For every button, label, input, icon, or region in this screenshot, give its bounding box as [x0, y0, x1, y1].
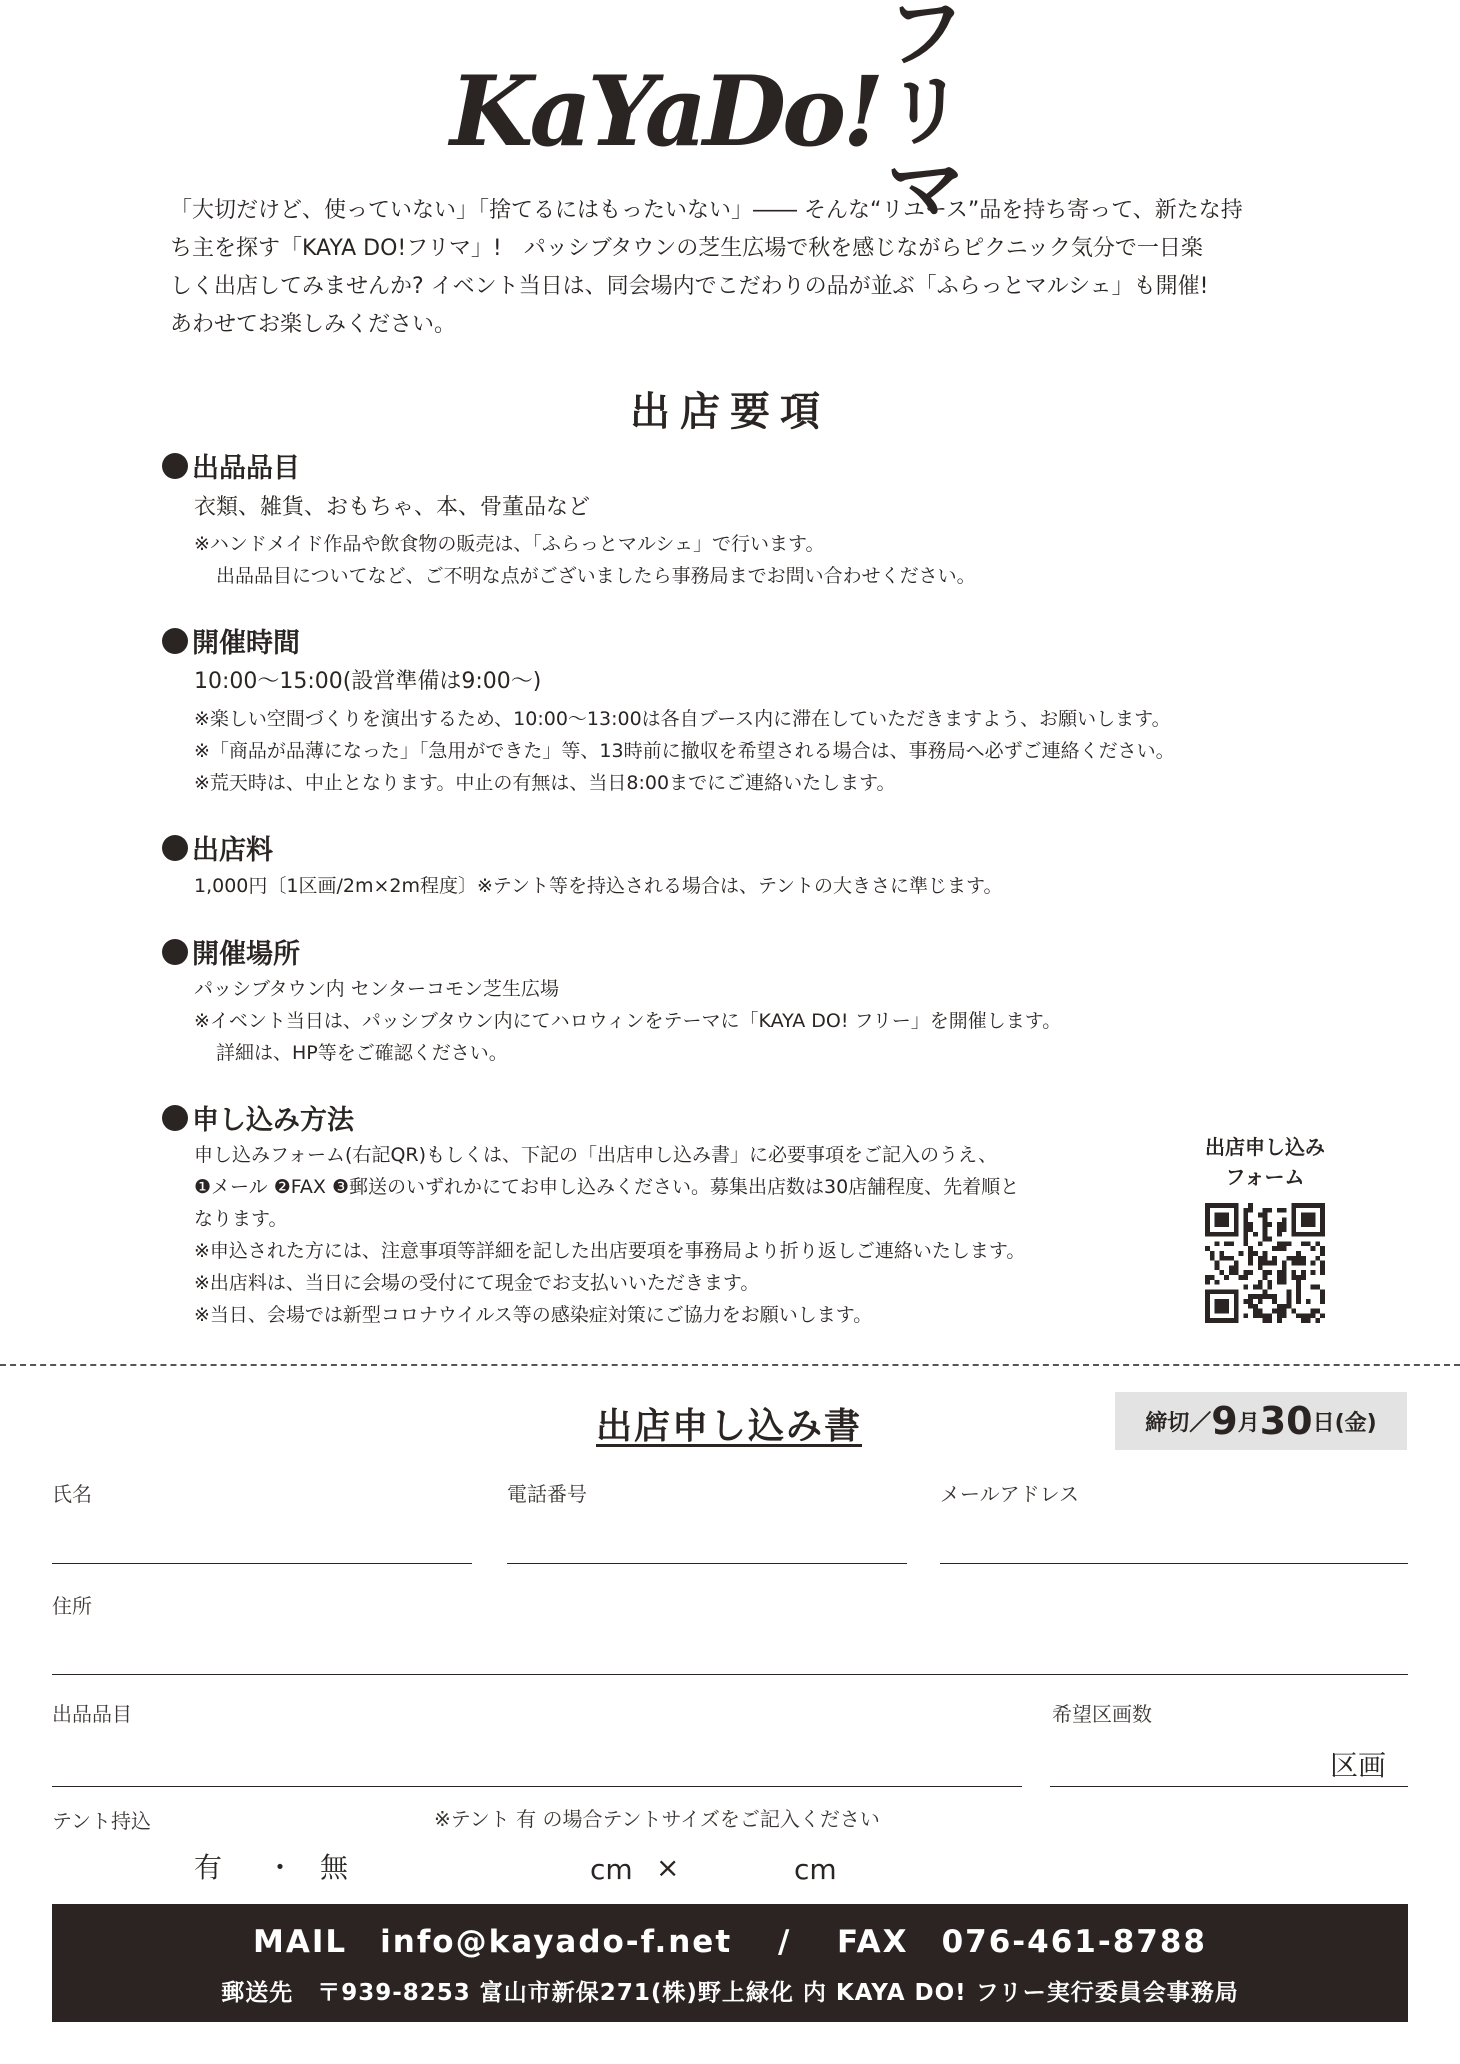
intro-line: しく出店してみませんか? イベント当日は、同会場内でこだわりの品が並ぶ「ふらっとマルシェ」も開催!	[170, 274, 1209, 299]
heading-text: 開催場所	[192, 939, 300, 970]
items-line: 衣類、雑貨、おもちゃ、本、骨董品など	[194, 495, 591, 520]
deadline-month: 9	[1211, 1399, 1238, 1443]
mailing-address: 郵送先 〒939-8253 富山市新保271(株)野上緑化 内 KAYA DO! フリー実行委員会事務局	[221, 1980, 1239, 2006]
deadline-day: 30	[1259, 1399, 1313, 1443]
section-title: 出店要項	[630, 389, 830, 435]
logo-main-text: KaYaDo!	[450, 55, 881, 168]
deadline-prefix: 締切／	[1145, 1410, 1212, 1436]
goods-label: 出品品目	[52, 1702, 132, 1726]
qr-label	[1180, 1132, 1350, 1192]
qr-label-line: フォーム	[1225, 1165, 1305, 1189]
bullet-dot-icon	[162, 1105, 188, 1131]
venue-line: パッシブタウン内 センターコモン芝生広場	[194, 978, 559, 1000]
bullet-dot-icon	[162, 628, 188, 654]
plots-field[interactable]	[1050, 1786, 1408, 1787]
heading-text: 出品品目	[192, 453, 300, 484]
email-field[interactable]	[940, 1563, 1408, 1564]
items-line: 出品品目についてなど、ご不明な点がございましたら事務局までお問い合わせください。	[216, 565, 976, 587]
deadline-weekday: (金)	[1334, 1410, 1377, 1436]
section-heading	[162, 828, 273, 867]
phone-label: 電話番号	[507, 1482, 587, 1506]
name-label: 氏名	[52, 1482, 92, 1506]
heading-text: 開催時間	[192, 628, 300, 659]
address-label: 住所	[52, 1594, 92, 1618]
section-items	[162, 446, 300, 485]
apply-line: ※当日、会場では新型コロナウイルス等の感染症対策にご協力をお願いします。	[194, 1304, 873, 1326]
apply-line: ※申込された方には、注意事項等詳細を記した出店要項を事務局より折り返しご連絡いたします。	[194, 1240, 1026, 1262]
bullet-dot-icon	[162, 835, 188, 861]
apply-line: ※出店料は、当日に会場の受付にて現金でお支払いいただきます。	[194, 1272, 760, 1294]
tent-yes-option[interactable]: 有	[194, 1851, 223, 1884]
tent-no-option[interactable]: 無	[320, 1851, 349, 1884]
plots-unit: 区画	[1330, 1749, 1387, 1782]
items-line: ※ハンドメイド作品や飲食物の販売は、「ふらっとマルシェ」で行います。	[194, 533, 825, 555]
address-field[interactable]	[52, 1674, 1408, 1675]
section-fee	[162, 828, 273, 867]
section-heading	[162, 621, 300, 660]
tent-size-unit-2: cm	[794, 1853, 837, 1886]
phone-field[interactable]	[507, 1563, 907, 1564]
section-apply	[162, 1098, 354, 1137]
email-label: メールアドレス	[940, 1482, 1079, 1506]
qr-label-line: 出店申し込み	[1205, 1135, 1325, 1159]
heading-text: 申し込み方法	[192, 1105, 354, 1136]
time-line: ※荒天時は、中止となります。中止の有無は、当日8:00までにご連絡いたします。	[194, 772, 896, 794]
section-heading	[162, 446, 300, 485]
qr-code-icon[interactable]	[1205, 1203, 1325, 1323]
tent-size-unit-1: cm	[590, 1853, 633, 1886]
name-field[interactable]	[52, 1563, 472, 1564]
section-venue	[162, 932, 300, 971]
contact-footer	[52, 1904, 1408, 2022]
time-line: ※楽しい空間づくりを演出するため、10:00〜13:00は各自ブース内に滞在していただきますよう、お願いします。	[194, 708, 1171, 730]
tent-note: ※テント 有 の場合テントサイズをご記入ください	[434, 1807, 880, 1831]
tent-size-times: ×	[656, 1851, 680, 1884]
deadline-day-unit: 日	[1312, 1410, 1335, 1436]
intro-line: 「大切だけど、使っていない」「捨てるにはもったいない」―― そんな“リユース”品を持ち寄って、新たな持	[170, 198, 1243, 223]
intro-paragraph	[170, 192, 1300, 344]
section-heading	[162, 932, 300, 971]
section-heading	[162, 1098, 354, 1137]
goods-field[interactable]	[52, 1786, 1022, 1787]
contact-line: MAIL info@kayado-f.net / FAX 076-461-8788	[253, 1924, 1207, 1960]
time-line: ※「商品が品薄になった」「急用ができた」等、13時前に撤収を希望される場合は、事務局へ必ずご連絡ください。	[194, 740, 1175, 762]
apply-line: ❶メール ❷FAX ❸郵送のいずれかにてお申し込みください。募集出店数は30店舗程度、先着順と	[194, 1176, 1020, 1198]
fee-line: 1,000円〔1区画/2m×2m程度〕※テント等を持込される場合は、テントの大きさに準じます。	[194, 875, 1003, 897]
tent-separator: ・	[266, 1851, 295, 1884]
plots-label: 希望区画数	[1052, 1702, 1152, 1726]
venue-line: 詳細は、HP等をご確認ください。	[216, 1042, 508, 1064]
bullet-dot-icon	[162, 939, 188, 965]
time-line: 10:00〜15:00(設営準備は9:00〜)	[194, 669, 542, 694]
heading-text: 出店料	[192, 835, 273, 866]
tent-label: テント持込	[52, 1809, 151, 1833]
cut-line-divider	[0, 1364, 1460, 1366]
apply-line: なります。	[194, 1208, 288, 1230]
deadline-badge	[1115, 1392, 1407, 1450]
intro-line: ち主を探す「KAYA DO!フリマ」! パッシブタウンの芝生広場で秋を感じながらピクニック気分で一日楽	[170, 236, 1203, 261]
deadline-month-unit: 月	[1237, 1410, 1260, 1436]
logo-sub-text: フリマ	[886, 0, 965, 235]
section-time	[162, 621, 300, 660]
form-title: 出店申し込み書	[596, 1406, 863, 1447]
apply-line: 申し込みフォーム(右記QR)もしくは、下記の「出店申し込み書」に必要事項をご記入のうえ、	[194, 1144, 998, 1166]
bullet-dot-icon	[162, 453, 188, 479]
intro-line: あわせてお楽しみください。	[170, 312, 457, 337]
venue-line: ※イベント当日は、パッシブタウン内にてハロウィンをテーマに「KAYA DO! フリー」を開催します。	[194, 1010, 1062, 1032]
